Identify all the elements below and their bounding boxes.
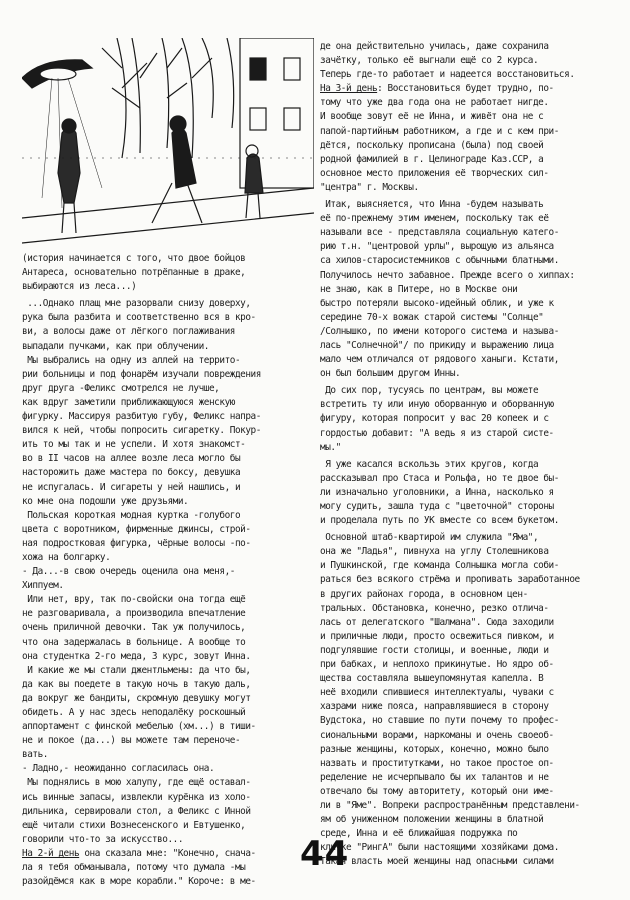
text-line: не разговаривала, а производила впечатление [22, 608, 246, 620]
text-line: рию т.н. "центровой урлы", вырощую из альянса [320, 241, 554, 253]
text-line: и приличные люди, просто освежиться пивком, и [320, 630, 554, 642]
text-line: Теперь где-то работает и надеется восстановиться. [320, 69, 575, 81]
text-line: Или нет, вру, так по-свойски она тогда ещё [22, 594, 246, 606]
text-line: И вообще зовут её не Инна, и живёт она не с [320, 111, 544, 123]
text-line: са хилов-старосистемников с обычными блатными. [320, 255, 559, 267]
text-line [320, 82, 610, 96]
text-line: дётся, поскольку прописана (была) под своей [320, 139, 544, 151]
text-line: во в II часов на аллее возле леса могло бы [22, 453, 241, 465]
text-line: насторожить даже мастера по боксу, девушка [22, 467, 241, 479]
text-line: говорили что-то за искусство... [22, 833, 184, 845]
text-line: разные женщины, которых, конечно, можно было [320, 743, 549, 755]
text-line [22, 847, 318, 861]
text-line: дильника, сервировали стол, а Феликс с Инной [22, 805, 251, 817]
text-line: кличке "РингА" были настоящими хозяйками дома. [320, 842, 559, 854]
text-line: друг друга -Феликс смотрелся не лучше, [22, 382, 220, 394]
text-line: как вдруг заметили приближающуюся женскую [22, 396, 235, 408]
text-line: ная подростковая фигурка, чёрные волосы -по- [22, 537, 251, 549]
text-line: назвать и проститутками, но такое простое оп- [320, 757, 554, 769]
night-park-illustration [22, 38, 314, 248]
text-line: выпадали пучками, как при облучении. [22, 340, 209, 352]
text-line: - Ладно,- неожиданно согласилась она. [22, 763, 215, 775]
text-line: - Да...-в свою очередь оценила она меня,- [22, 566, 235, 578]
underlined-day-marker: На 3-й день [320, 83, 378, 95]
text-line: среде, Инна и её ближайшая подружка по [320, 828, 518, 840]
text-line: Мы поднялись в мою халупу, где ещё оставал- [22, 777, 251, 789]
text-line: ли в "Яме". Вопреки распространённым представлени- [320, 799, 580, 811]
text-line: подгулявшие гости столицы, и военные, люди и [320, 644, 549, 656]
text-line: тральных. Обстановка, конечно, резко отлича- [320, 602, 549, 614]
text-line: фигурку. Массируя разбитую губу, Феликс напра- [22, 411, 261, 423]
text-line: папой-партийным работником, а где и с кем при- [320, 125, 559, 137]
ink-drawing-night-park-scene [22, 38, 314, 248]
underlined-day-marker: На 2-й день [22, 847, 80, 859]
text-line: отвечало бы тому авторитету, который они име- [320, 785, 554, 797]
caption-line: (история начинается с того, что двое бойцов [22, 253, 246, 264]
text-line: да как вы поедете в такую ночь в такую даль, [22, 678, 251, 690]
text-line: основное место приложения её творческих сил- [320, 167, 549, 179]
right-text-column [320, 40, 610, 869]
caption-line: выбираются из леса...) [22, 281, 137, 293]
text-line: при бабках, и неплохо прикинутые. Но ядро об- [320, 659, 554, 671]
text-line: разойдёмся как в море корабли." Короче: в ме- [22, 876, 256, 888]
text-line: называли все - представляла социальную катего- [320, 227, 559, 239]
text-line: рука была разбита и соответственно вся в кро- [22, 312, 256, 324]
text-line: ещё читали стихи Вознесенского и Евтушенко, [22, 819, 246, 831]
text-line: мы." [320, 441, 341, 453]
text-line: вать. [22, 749, 48, 761]
text-line: лась от делегатского "Шалмана". Сюда заходили [320, 616, 554, 628]
text-line: сиональными ворами, наркоманы и очень своеоб- [320, 729, 554, 741]
caption-line: Антареса, основательно потрёпанные в драке, [22, 267, 246, 279]
text-line: не испугалась. И сигареты у ней нашлись, и [22, 481, 241, 493]
text-line: цвета с воротником, фирменные джинсы, строй- [22, 523, 251, 535]
text-fragment: : Восстановиться будет трудно, по- [377, 83, 554, 95]
text-line: Мы выбрались на одну из аллей на террито- [22, 354, 241, 366]
text-line: мало чем отличался от рядового ханыги. Кстати, [320, 354, 559, 366]
text-line: быстро потеряли высоко-идейный облик, и уже к [320, 297, 554, 309]
text-fragment: она сказала мне: "Конечно, сначa- [79, 847, 256, 859]
text-line: вился к ней, чтобы попросить сигаретку. Покур- [22, 425, 261, 437]
text-line: щества составляла вышеупомянутая капелла. В [320, 673, 544, 685]
text-line: встретить ту или иную оборванную и оборванную [320, 399, 554, 411]
text-line: де она действительно училась, даже сохранила [320, 41, 549, 52]
text-line: да вокруг же бандиты, скромную девушку могут [22, 692, 251, 704]
text-line: Я уже касался вскользь этих кругов, когда [320, 458, 539, 470]
text-line: он был большим другом Инны. [320, 368, 461, 380]
text-line: могу судить, зашла туда с "цветочной" стороны [320, 501, 554, 512]
text-line: Вудстока, но ставшие по пути почему то профес- [320, 715, 559, 727]
text-line: рассказывал про Стаса и Рольфа, но те двое бы- [320, 472, 559, 484]
text-line: середине 70-х вожак старой системы "Солнце" [320, 311, 544, 323]
text-line: её по-прежнему этим именем, поскольку так её [320, 213, 549, 225]
text-line: гордостью добавит: "А ведь я из старой систе- [320, 427, 554, 439]
text-line: Такая власть моей женщины над опасными силами [320, 856, 554, 868]
text-line: неё входили спившиеся интеллектуалы, чуваки с [320, 687, 554, 699]
text-line: ...Однако плащ мне разорвали снизу доверху, [22, 298, 251, 310]
text-line: До сих пор, тусуясь по центрам, вы можете [320, 385, 539, 397]
text-line: обидеть. А у нас здесь неподалёку роскошный [22, 707, 246, 718]
text-line: и проделала путь по УК вместе со всем букетом. [320, 515, 559, 527]
text-line: что она задержалась в больнице. А вообще то [22, 636, 246, 648]
text-line: ям об униженном положении женщины в блатной [320, 814, 544, 826]
text-line: ла я тебя обманывала, потому что думала -мы [22, 862, 246, 874]
text-line: ить то мы так и не успели. И хотя знакомст- [22, 439, 246, 451]
text-line: хожа на болгарку. [22, 551, 111, 563]
text-line: Получилось нечто забавное. Прежде всего о хиппах: [320, 269, 575, 281]
text-line: ли изначально уголовники, а Инна, насколько я [320, 486, 554, 498]
text-line: Основной штаб-квартирой им служила "Яма", [320, 532, 539, 544]
text-line: /Солнышко, по имени которого система и называ- [320, 325, 559, 337]
text-line: она студентка 2-го меда, 3 курс, зовут Инна. [22, 650, 251, 662]
text-line: и Пушкинской, где команда Солнышка могла соби- [320, 560, 559, 572]
text-line: родной фамилией в г. Целинограде Каз.ССР, а [320, 153, 544, 165]
text-line: рии больницы и под фонарём изучали повреждения [22, 368, 261, 380]
text-line: зачётку, только её выгнали ещё со 2 курса. [320, 55, 539, 67]
text-line: "центра" г. Москвы. [320, 181, 419, 193]
text-line: Итак, выясняется, что Инна -будем называть [320, 199, 544, 211]
text-line: в других районах города, в основном цен- [320, 588, 528, 600]
text-line: очень приличной девочки. Так уж получилось, [22, 622, 246, 634]
text-line: фигуру, которая попросит у вас 20 копеек и с [320, 413, 549, 425]
left-text-column [22, 252, 318, 889]
text-line: тому что уже два года она не работает нигде. [320, 97, 549, 109]
text-line: И какие же мы стали джентльмены: да что бы, [22, 664, 251, 676]
text-line: она же "Ладья", пивнуха на углу Столешникова [320, 546, 549, 558]
text-line: не и покое (да...) вы можете там переночe- [22, 735, 241, 747]
text-line: аппортамент с финской мебелью (хм...) в тиши- [22, 721, 256, 733]
text-line: не знаю, как в Питере, но в Москве они [320, 283, 518, 295]
text-line: лась "Солнечной"/ по прикиду и выражению лица [320, 339, 554, 351]
text-line: ви, а волосы даже от лёгкого поглаживания [22, 326, 235, 338]
text-line: ределение не исчерпывало бы их талантов и не [320, 771, 549, 783]
text-line: Польская короткая модная куртка -голубого [22, 509, 241, 521]
text-line: хазрами ниже пояса, направлявшиеся в сторону [320, 701, 549, 713]
text-line: ись винные запасы, извлекли курёнка из холо- [22, 791, 251, 803]
text-line: ко мне она подошли уже друзьями. [22, 495, 189, 507]
page-number: 44 [300, 834, 350, 874]
text-line: Хиппуем. [22, 580, 64, 592]
text-line: раться без всякого стрёма и пропивать заработанное [320, 574, 580, 586]
